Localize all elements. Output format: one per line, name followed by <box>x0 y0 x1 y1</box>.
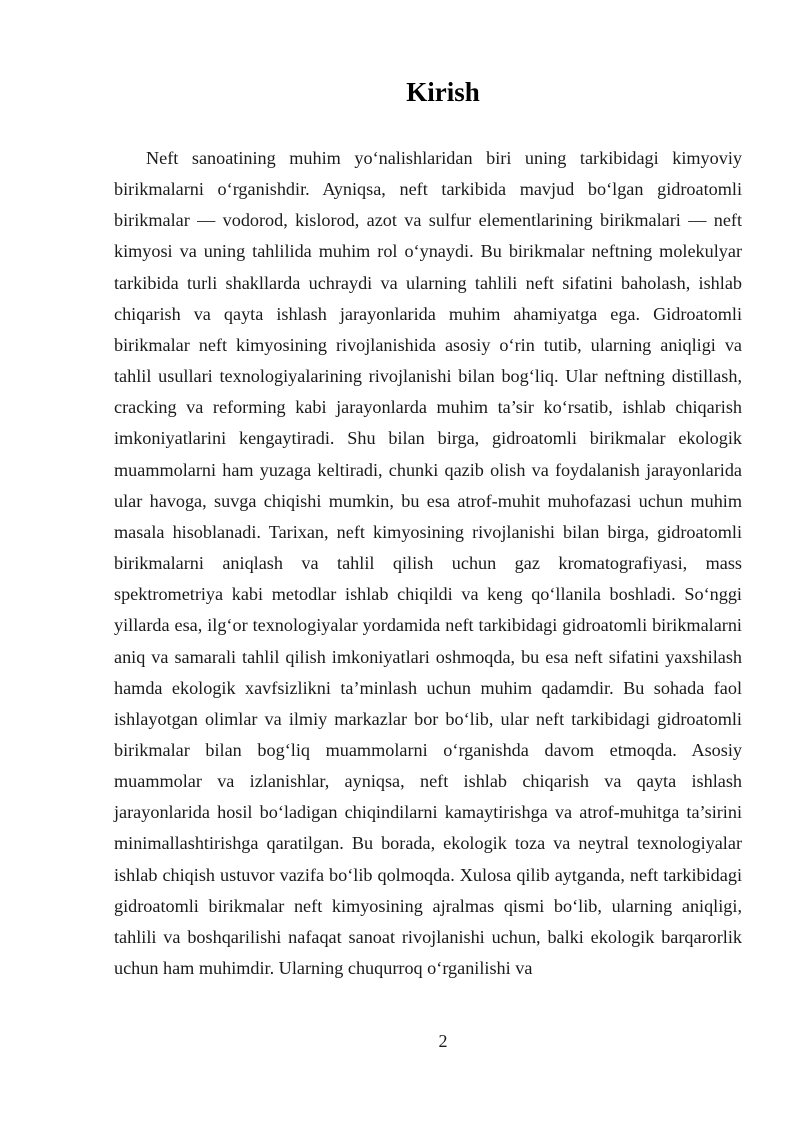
page-number: 2 <box>438 1031 448 1051</box>
page-title: Kirish <box>406 77 480 107</box>
body-paragraph: Neft sanoatining muhim yo‘nalishlaridan biri uning tarkibidagi kimyoviy birikmalarni o‘rganishdir. Ayniqsa, neft tarkibida mavjud bo‘lgan gidroatomli birikmalar — vodorod, kislorod, azot va sulfur elementlarining birikmalari — neft kimyosi va uning tahlilida muhim rol o‘ynaydi. Bu birikmalar neftning molekulyar tarkibida turli shakllarda uchraydi va ularning tahlili neft sifatini baholash, ishlab chiqarish va qayta ishlash jarayonlarida muhim ahamiyatga ega. Gidroatomli birikmalar neft kimyosining rivojlanishida asosiy o‘rin tutib, ularning aniqligi va tahlil usullari texnologiyalarining rivojlanishi bilan bog‘liq. Ular neftning distillash, cracking va reforming kabi jarayonlarda muhim ta’sir ko‘rsatib, ishlab chiqarish imkoniyatlarini kengaytiradi. Shu bilan birga, gidroatomli birikmalar ekologik muammolarni ham yuzaga keltiradi, chunki qazib olish va foydalanish jarayonlarida ular havoga, suvga chiqishi mumkin, bu esa atrof-muhit muhofazasi uchun muhim masala hisoblanadi. Tarixan, neft kimyosining rivojlanishi bilan birga, gidroatomli birikmalarni aniqlash va tahlil qilish uchun gaz kromatografiyasi, mass spektrometriya kabi metodlar ishlab chiqildi va keng qo‘llanila boshladi. So‘nggi yillarda esa, ilg‘or texnologiyalar yordamida neft tarkibidagi gidroatomli birikmalarni aniq va samarali tahlil qilish imkoniyatlari oshmoqda, bu esa neft sifatini yaxshilash hamda ekologik xavfsizlikni ta’minlash uchun muhim qadamdir. Bu sohada faol ishlayotgan olimlar va ilmiy markazlar bor bo‘lib, ular neft tarkibidagi gidroatomli birikmalar bilan bog‘liq muammolarni o‘rganishda davom etmoqda. Asosiy muammolar va izlanishlar, ayniqsa, neft ishlab chiqarish va qayta ishlash jarayonlarida hosil bo‘ladigan chiqindilarni kamaytirishga va atrof-muhitga ta’sirini minimallashtirishga qaratilgan. Bu borada, ekologik toza va neytral texnologiyalar ishlab chiqish ustuvor vazifa bo‘lib qolmoqda. Xulosa qilib aytganda, neft tarkibidagi gidroatomli birikmalar neft kimyosining ajralmas qismi bo‘lib, ularning aniqligi, tahlili va boshqarilishi nafaqat sanoat rivojlanishi uchun, balki ekologik barqarorlik uchun ham muhimdir. Ularning chuqurroq o‘rganilishi va <box>114 148 742 979</box>
